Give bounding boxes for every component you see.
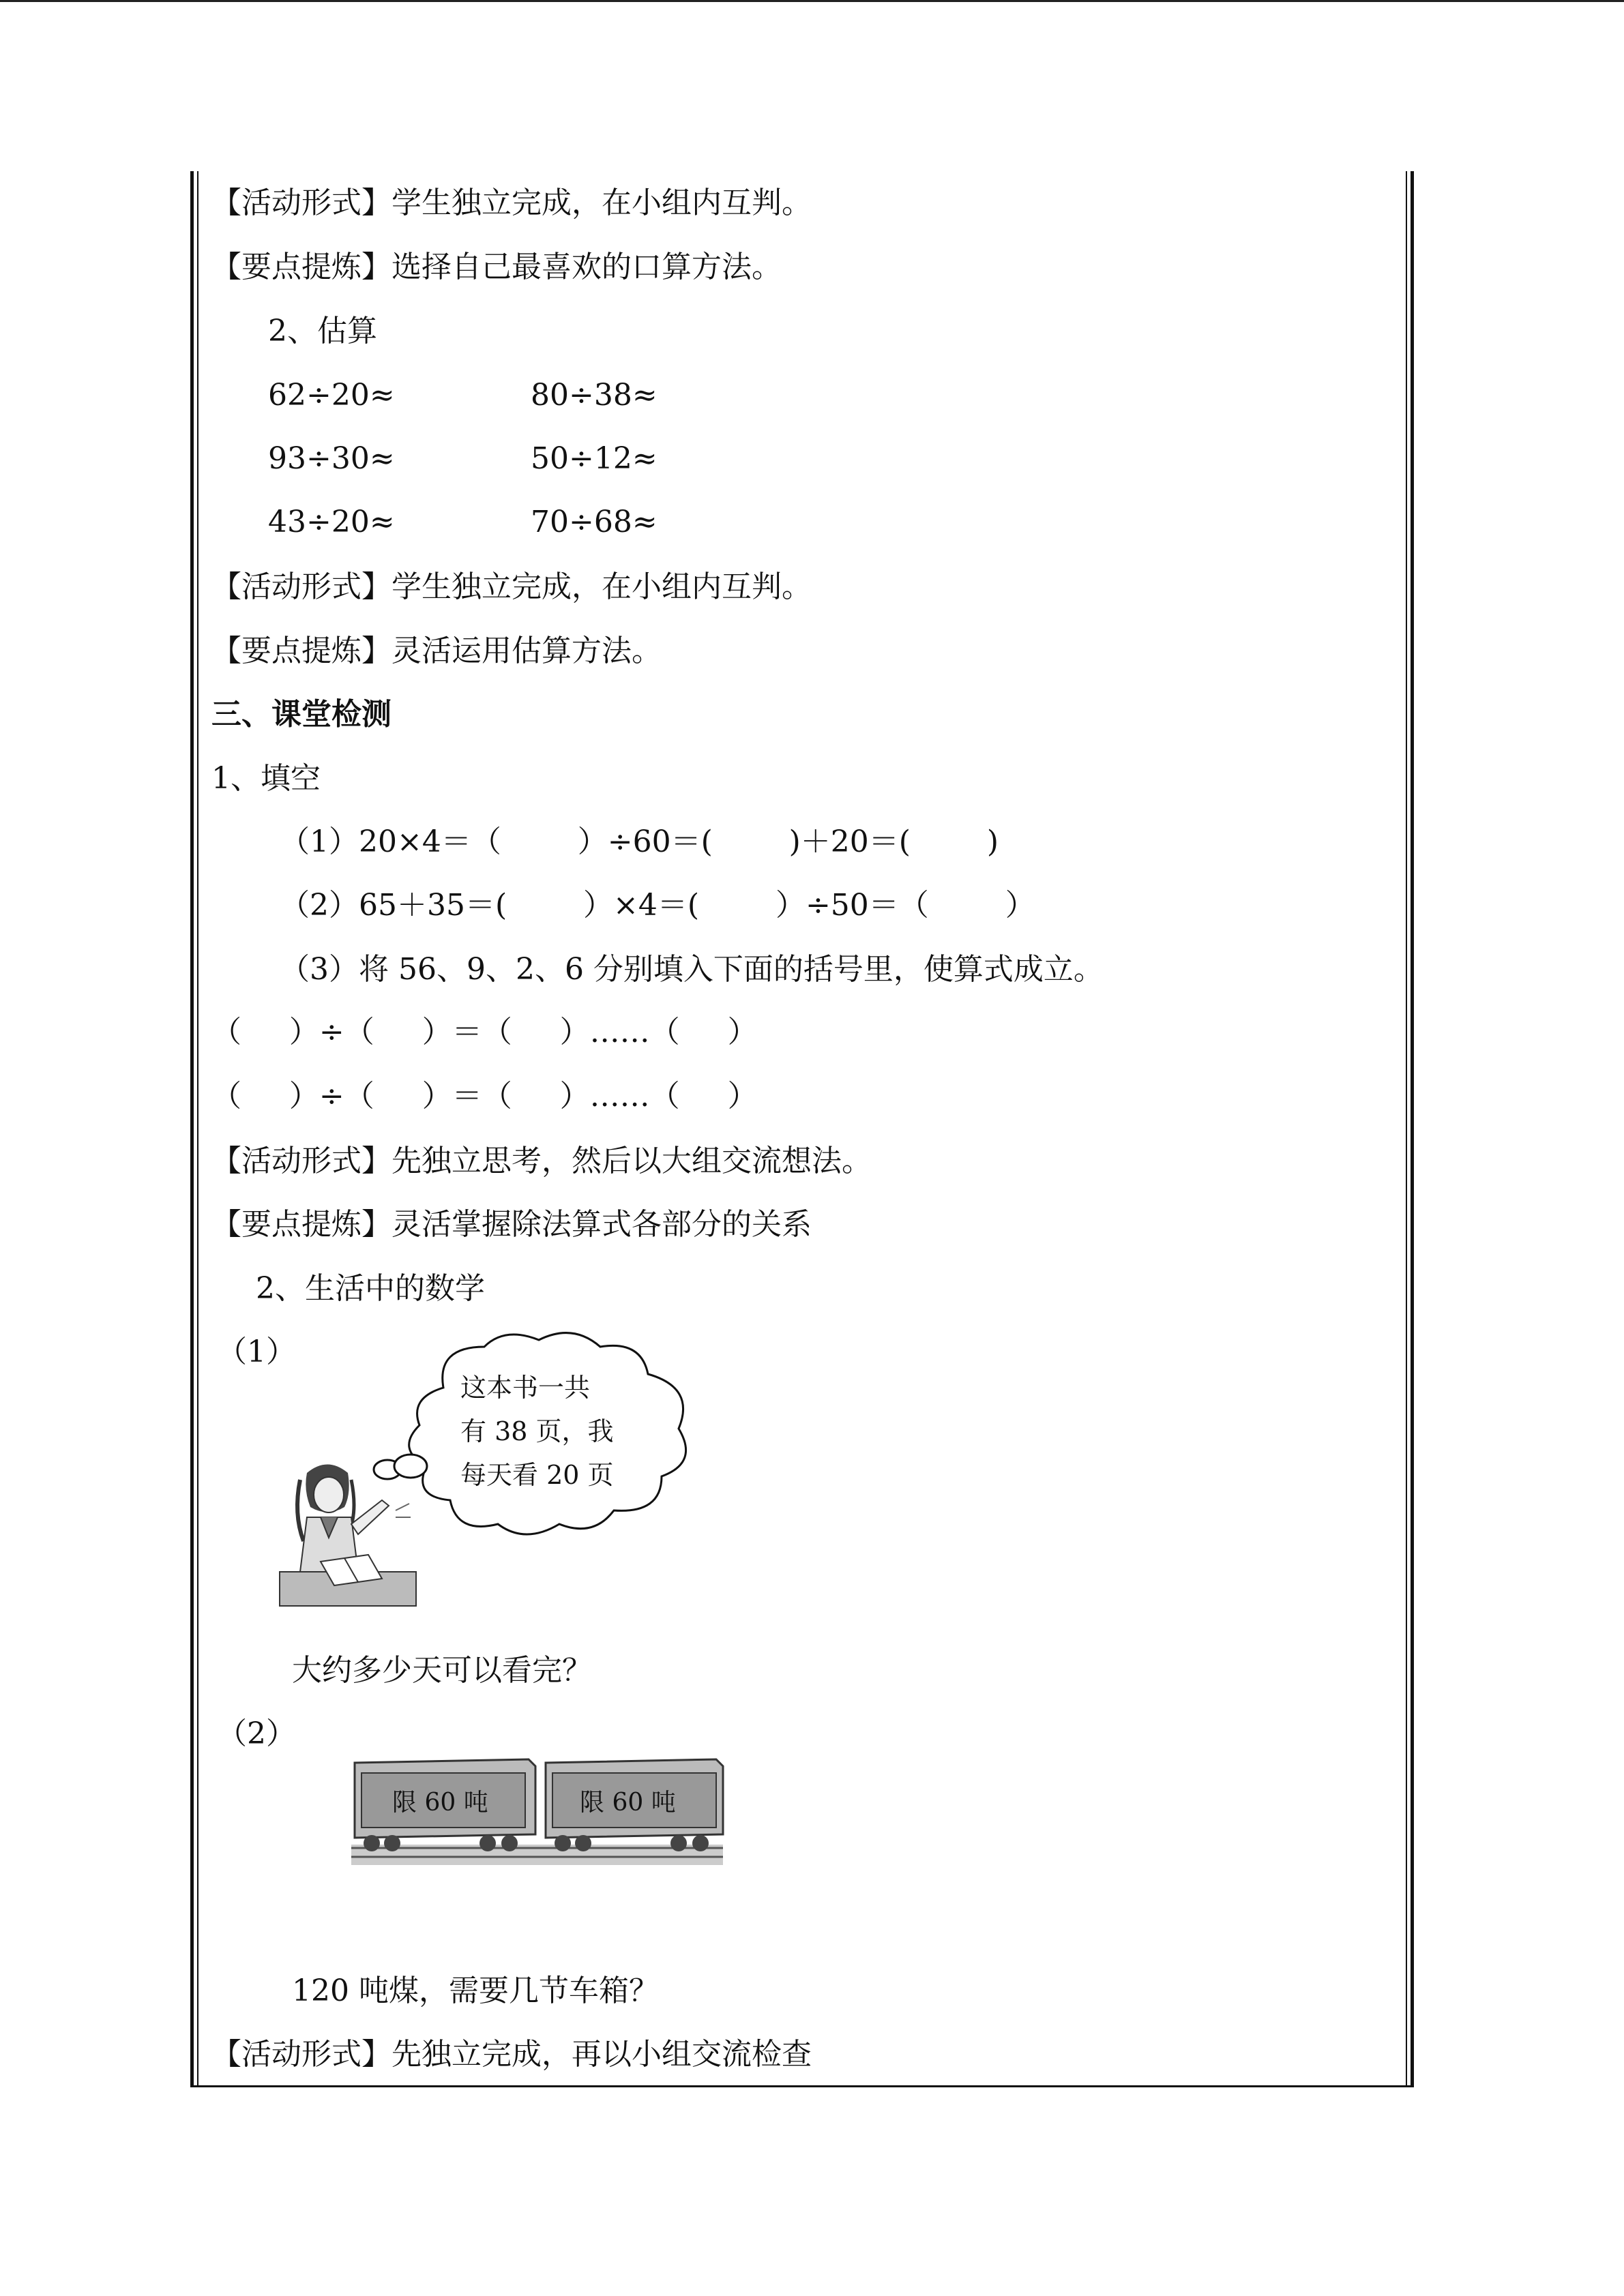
bubble-line: 这本书一共 — [460, 1373, 591, 1403]
bubble-line: 每天看 20 页 — [460, 1460, 614, 1490]
remainder-equation-1: （ ）÷（ ）＝（ ）……（ ） — [211, 1015, 758, 1049]
problem-1-label: （1） — [217, 1335, 296, 1369]
right-border — [1411, 171, 1414, 2087]
question-3: （3）将 56、9、2、6 分别填入下面的括号里，使算式成立。 — [280, 952, 1104, 987]
key-point-2: 【要点提炼】灵活运用估算方法。 — [211, 633, 662, 668]
train-wagons-illustration — [351, 1742, 723, 1868]
estimation-item: 70÷68≈ — [531, 505, 658, 539]
question-1: （1）20×4＝（ ）÷60＝( )＋20＝( ) — [280, 824, 999, 859]
estimation-item: 50÷12≈ — [531, 441, 658, 476]
wagon-label: 限 60 吨 — [580, 1789, 676, 1817]
bottom-border — [190, 2085, 1414, 2087]
top-rule — [0, 0, 1624, 2]
activity-form-3: 【活动形式】先独立思考，然后以大组交流想法。 — [211, 1144, 872, 1178]
key-point-1: 【要点提炼】选择自己最喜欢的口算方法。 — [211, 250, 782, 284]
estimation-item: 43÷20≈ — [268, 505, 395, 539]
activity-form-1: 【活动形式】学生独立完成，在小组内互判。 — [211, 185, 812, 220]
section-title: 三、课堂检测 — [211, 697, 392, 732]
activity-form-2: 【活动形式】学生独立完成，在小组内互判。 — [211, 569, 812, 604]
fill-blank-heading: 1、填空 — [211, 761, 321, 796]
activity-form-4: 【活动形式】先独立完成，再以小组交流检查 — [211, 2037, 812, 2072]
problem-2-label: （2） — [217, 1716, 296, 1751]
estimation-heading: 2、估算 — [268, 314, 377, 348]
life-math-heading: 2、生活中的数学 — [256, 1271, 485, 1306]
problem-2-question: 120 吨煤，需要几节车箱？ — [292, 1973, 659, 2008]
right-border-inner — [1406, 171, 1407, 2087]
estimation-item: 62÷20≈ — [268, 378, 395, 413]
problem-1-question: 大约多少天可以看完？ — [292, 1653, 592, 1688]
estimation-item: 93÷30≈ — [268, 441, 395, 476]
wagon-label: 限 60 吨 — [392, 1789, 488, 1817]
left-border — [190, 171, 194, 2087]
estimation-item: 80÷38≈ — [531, 378, 658, 413]
remainder-equation-2: （ ）÷（ ）＝（ ）……（ ） — [211, 1079, 758, 1114]
bubble-line: 有 38 页，我 — [460, 1416, 614, 1446]
question-2: （2）65＋35＝( ）×4＝( ）÷50＝（ ） — [280, 888, 1035, 923]
left-border-inner — [197, 171, 198, 2087]
key-point-3: 【要点提炼】灵活掌握除法算式各部分的关系 — [211, 1207, 812, 1242]
